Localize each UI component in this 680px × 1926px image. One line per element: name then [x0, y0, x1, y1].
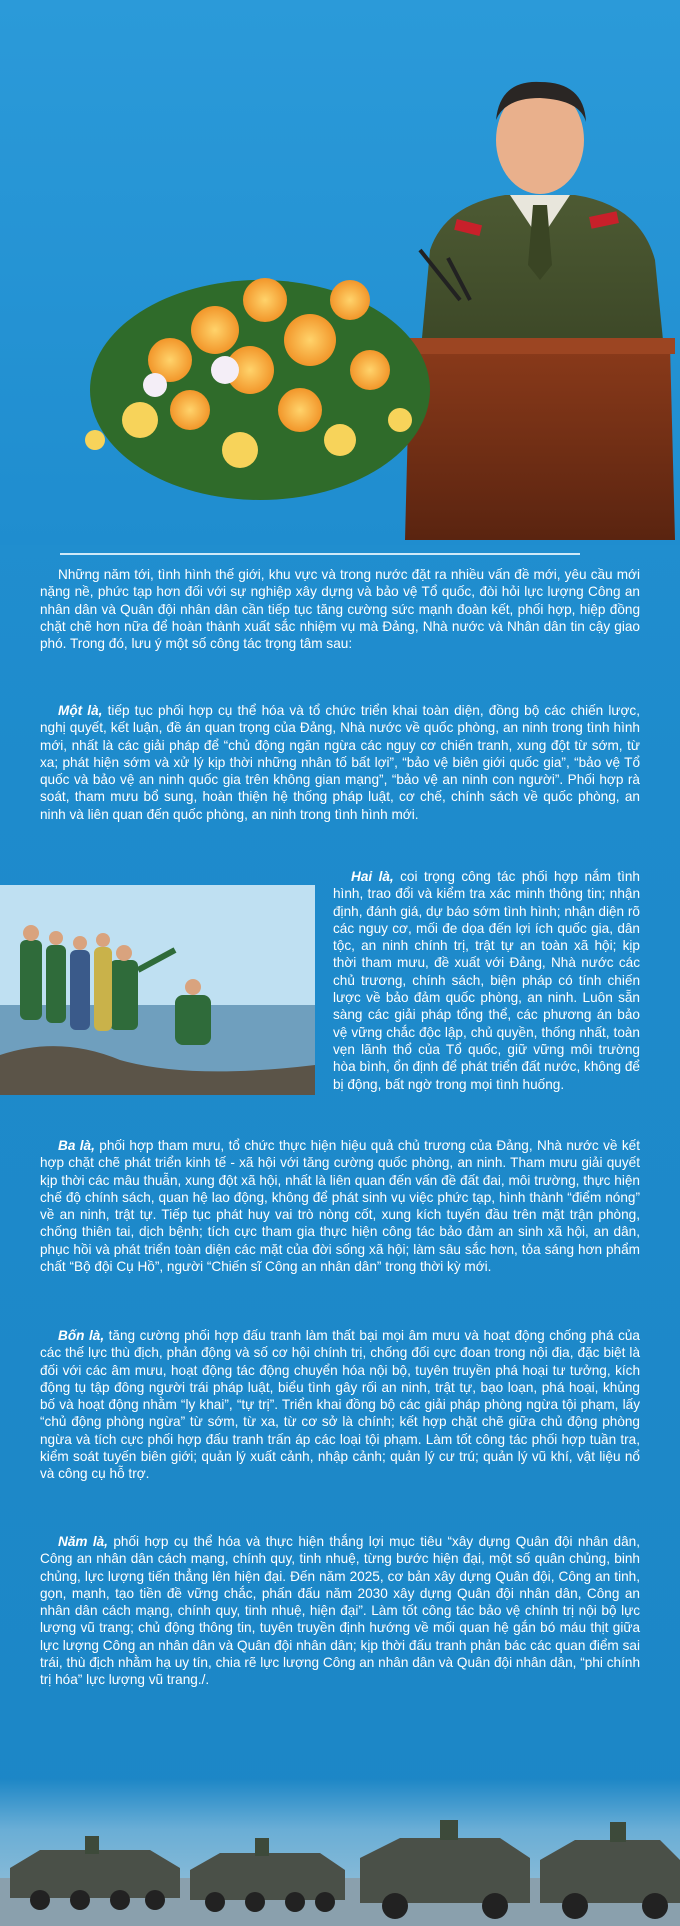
- divider-top: [60, 553, 580, 555]
- vehicles-illustration: [0, 1778, 680, 1926]
- speaker-illustration: [0, 0, 680, 545]
- section-2-body: coi trọng công tác phối hợp nắm tình hình, trao đổi và kiểm tra xác minh thông tin; nhận định, đánh giá, dự báo sớm tình hình; nhận diện rõ các nguy cơ, mối đe dọa đến lợi ích quốc gia, dân tộc, an ninh chính trị, trật tự an toàn xã hội; kịp thời tham mưu, đề xuất với Đảng, Nhà nước các chủ trương, chính sách, biện pháp có tính chiến lược về bảo đảm quốc phòng, an ninh. Luôn sẵn sàng các giải pháp tổng thể, các phương án bảo vệ vững chắc độc lập, chủ quyền, thống nhất, toàn vẹn lãnh thổ của Tổ quốc, giữ vững môi trường hòa bình, ổn định để phát triển đất nước, không để bị động, bất ngờ trong mọi tình huống.: [333, 869, 640, 1092]
- intro-text: Những năm tới, tình hình thế giới, khu vực và trong nước đặt ra nhiều vấn đề mới, yêu cầu mới nặng nề, phức tạp hơn đối với sự nghiệp xây dựng và bảo vệ Tổ quốc, đòi hỏi lực lượng Công an nhân dân và Quân đội nhân dân cần tiếp tục tăng cường sức mạnh đoàn kết, phối hợp, hiệp đồng chặt chẽ hơn nữa để hoàn thành xuất sắc nhiệm vụ mà Đảng, Nhà nước và Nhân dân tin cậy giao phó. Trong đó, lưu ý một số công tác trọng tâm sau:: [40, 567, 640, 652]
- section-4-lead: Bốn là,: [58, 1328, 105, 1343]
- section-2: [333, 868, 640, 1093]
- section-3: [40, 1137, 640, 1275]
- section-5: [40, 1533, 640, 1689]
- soldiers-illustration: [0, 885, 315, 1095]
- hero-photo-speaker-podium: [0, 0, 680, 545]
- section-3-body: phối hợp tham mưu, tổ chức thực hiện hiệu quả chủ trương của Đảng, Nhà nước về kết hợp chặt chẽ phát triển kinh tế - xã hội với tăng cường quốc phòng, an ninh. Tham mưu giải quyết kịp thời các mâu thuẫn, xung đột xã hội, nhất là liên quan đến vấn đề đất đai, môi trường, thực hiện chế độ chính sách, quan hệ lao động, không để phát sinh vụ việc phức tạp, hình thành “điểm nóng” về an ninh, trật tự. Tiếp tục phát huy vai trò nòng cốt, xung kích tuyến đầu trên mặt trận phòng, chống thiên tai, dịch bệnh; tích cực tham gia thực hiện công tác bảo đảm an sinh xã hội, an dân, phục hồi và phát triển toàn diện các mặt của đời sống xã hội; làm sâu sắc hơn, tỏa sáng hơn phẩm chất “Bộ đội Cụ Hồ”, người “Chiến sĩ Công an nhân dân” trong thời kỳ mới.: [40, 1138, 640, 1275]
- inset-photo-soldiers-coast: [0, 885, 315, 1095]
- section-5-lead: Năm là,: [58, 1534, 108, 1549]
- section-1-body: tiếp tục phối hợp cụ thể hóa và tổ chức triển khai toàn diện, đồng bộ các chiến lược, nghị quyết, kết luận, đề án quan trọng của Đảng, Nhà nước về quốc phòng, an ninh trong tình hình mới, nhất là các giải pháp để “chủ động ngăn ngừa các nguy cơ chiến tranh, xung đột từ sớm, từ xa; phát hiện sớm và xử lý kịp thời những nhân tố bất lợi”, “bảo vệ biên giới quốc gia”, “bảo vệ Tổ quốc và bảo vệ an ninh quốc gia trên không gian mạng”, “bảo vệ an ninh con người”. Phối hợp rà soát, tham mưu bổ sung, hoàn thiện hệ thống pháp luật, cơ chế, chính sách về quốc phòng, an ninh và liên quan đến quốc phòng, an ninh trong tình hình mới.: [40, 703, 641, 822]
- section-1: [40, 702, 640, 823]
- section-5-body: phối hợp cụ thể hóa và thực hiện thắng lợi mục tiêu “xây dựng Quân đội nhân dân, Công an nhân dân cách mạng, chính quy, tinh nhuệ, từng bước hiện đại, một số quân chủng, binh chủng, lực lượng tiến thẳng lên hiện đại. Đến năm 2025, cơ bản xây dựng Quân đội, Công an tinh, gọn, mạnh, tạo tiền đề vững chắc, phấn đấu năm 2030 xây dựng Quân đội nhân dân, Công an nhân dân cách mạng, chính quy, tinh nhuệ, hiện đại”. Làm tốt công tác bảo vệ chính trị nội bộ lực lượng vũ trang; chủ động thông tin, tuyên truyền định hướng về mối quan hệ gắn bó máu thịt giữa lực lượng Công an nhân dân và Quân đội nhân dân; kịp thời đấu tranh phản bác các quan điểm sai trái, thù địch nhằm hạ uy tín, chia rẽ lực lượng Công an nhân dân và Quân đội nhân dân, “phi chính trị hóa” lực lượng vũ trang./.: [40, 1534, 640, 1688]
- section-2-lead: Hai là,: [351, 869, 394, 884]
- section-1-lead: Một là,: [58, 703, 103, 718]
- section-4: [40, 1327, 640, 1483]
- section-4-body: tăng cường phối hợp đấu tranh làm thất bại mọi âm mưu và hoạt động chống phá của các thế lực thù địch, phản động và số cơ hội chính trị, chống đối cực đoan trong nội địa, đặc biệt là đối với các âm mưu, hoạt động tác động chuyển hóa nội bộ, tuyên truyền phá hoại tư tưởng, kích động tụ tập đông người trái pháp luật, biểu tình gây rối an ninh, trật tự, bạo loạn, phá hoại, khủng bố và hoạt động nhằm “ly khai”, “tự trị”. Triển khai đồng bộ các giải pháp phòng ngừa tội phạm, lấy “chủ động phòng ngừa” từ sớm, từ xa, từ cơ sở là chính; kết hợp chặt chẽ giữa chủ động phòng ngừa và tích cực phối hợp đấu tranh trấn áp các loại tội phạm. Làm tốt công tác phối hợp tuần tra, kiểm soát tuyến biên giới; quản lý xuất cảnh, nhập cảnh; quản lý cư trú; quản lý vũ khí, vật liệu nổ và công cụ hỗ trợ.: [40, 1328, 640, 1482]
- intro-paragraph: [40, 566, 640, 652]
- footer-photo-armored-vehicles: [0, 1778, 680, 1926]
- section-3-lead: Ba là,: [58, 1138, 95, 1153]
